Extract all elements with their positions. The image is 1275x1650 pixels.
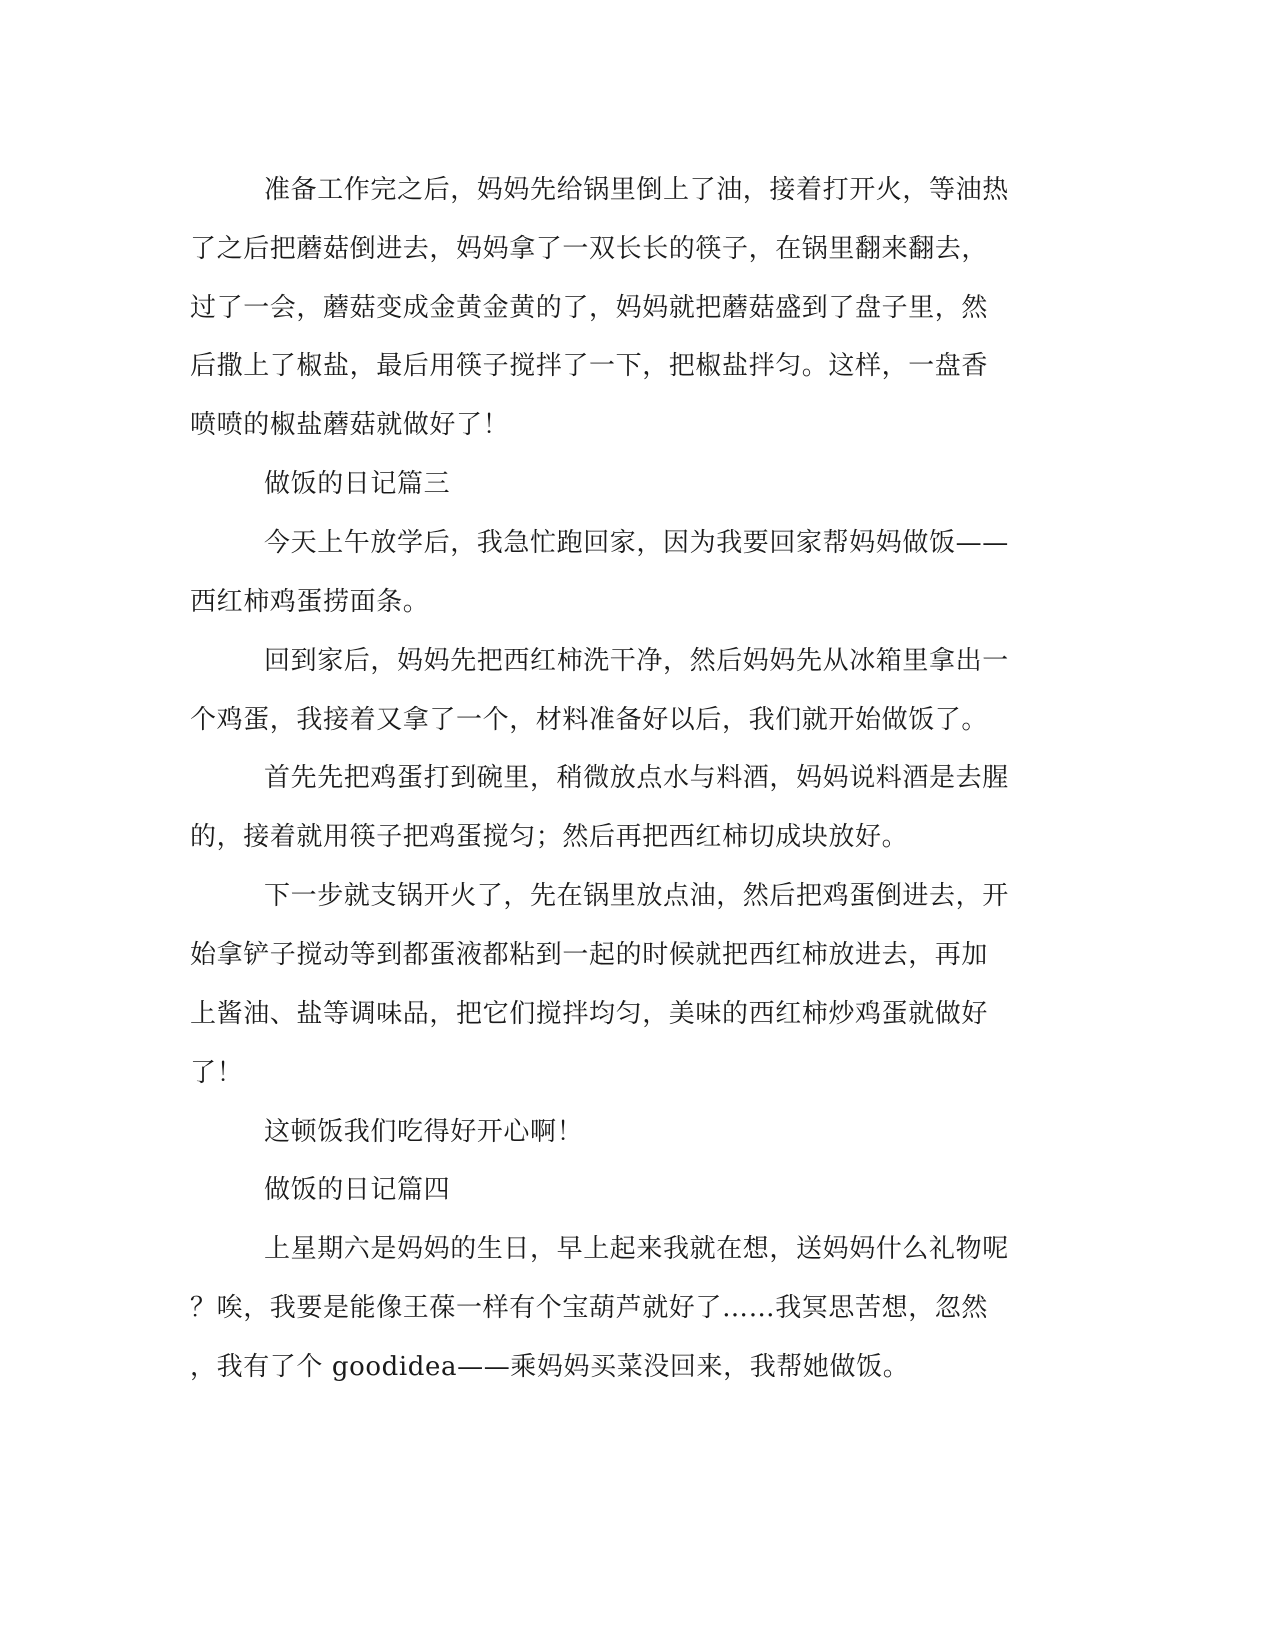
- text-line: 后撒上了椒盐，最后用筷子搅拌了一下，把椒盐拌匀。这样，一盘香: [190, 351, 989, 381]
- text-line: 过了一会，蘑菇变成金黄金黄的了，妈妈就把蘑菇盛到了盘子里，然: [190, 293, 989, 323]
- text-line: ？唉，我要是能像王葆一样有个宝葫芦就好了……我冥思苦想，忽然: [190, 1293, 989, 1323]
- text-line: 上星期六是妈妈的生日，早上起来我就在想，送妈妈什么礼物呢: [264, 1234, 1009, 1264]
- text-line: 喷喷的椒盐蘑菇就做好了！: [190, 410, 510, 440]
- text-line: 回到家后，妈妈先把西红柿洗干净，然后妈妈先从冰箱里拿出一: [264, 646, 1009, 676]
- text-line: 今天上午放学后，我急忙跑回家，因为我要回家帮妈妈做饭——: [264, 528, 1009, 558]
- text-line: 西红柿鸡蛋捞面条。: [190, 587, 430, 617]
- text-line: 了！: [190, 1058, 244, 1088]
- text-line: 这顿饭我们吃得好开心啊！: [264, 1117, 584, 1147]
- text-line: 首先先把鸡蛋打到碗里，稍微放点水与料酒，妈妈说料酒是去腥: [264, 763, 1009, 793]
- section-heading: 做饭的日记篇三: [264, 469, 451, 499]
- text-line: 的，接着就用筷子把鸡蛋搅匀；然后再把西红柿切成块放好。: [190, 822, 909, 852]
- text-line: 下一步就支锅开火了，先在锅里放点油，然后把鸡蛋倒进去，开: [264, 881, 1009, 911]
- text-line: 个鸡蛋，我接着又拿了一个，材料准备好以后，我们就开始做饭了。: [190, 705, 989, 735]
- text-line: 准备工作完之后，妈妈先给锅里倒上了油，接着打开火，等油热: [264, 175, 1009, 205]
- text-line: ，我有了个 goodidea——乘妈妈买菜没回来，我帮她做饭。: [190, 1352, 910, 1382]
- text-line: 上酱油、盐等调味品，把它们搅拌均匀，美味的西红柿炒鸡蛋就做好: [190, 999, 989, 1029]
- section-heading: 做饭的日记篇四: [264, 1175, 451, 1205]
- text-line: 了之后把蘑菇倒进去，妈妈拿了一双长长的筷子，在锅里翻来翻去，: [190, 234, 989, 264]
- text-line: 始拿铲子搅动等到都蛋液都粘到一起的时候就把西红柿放进去，再加: [190, 940, 989, 970]
